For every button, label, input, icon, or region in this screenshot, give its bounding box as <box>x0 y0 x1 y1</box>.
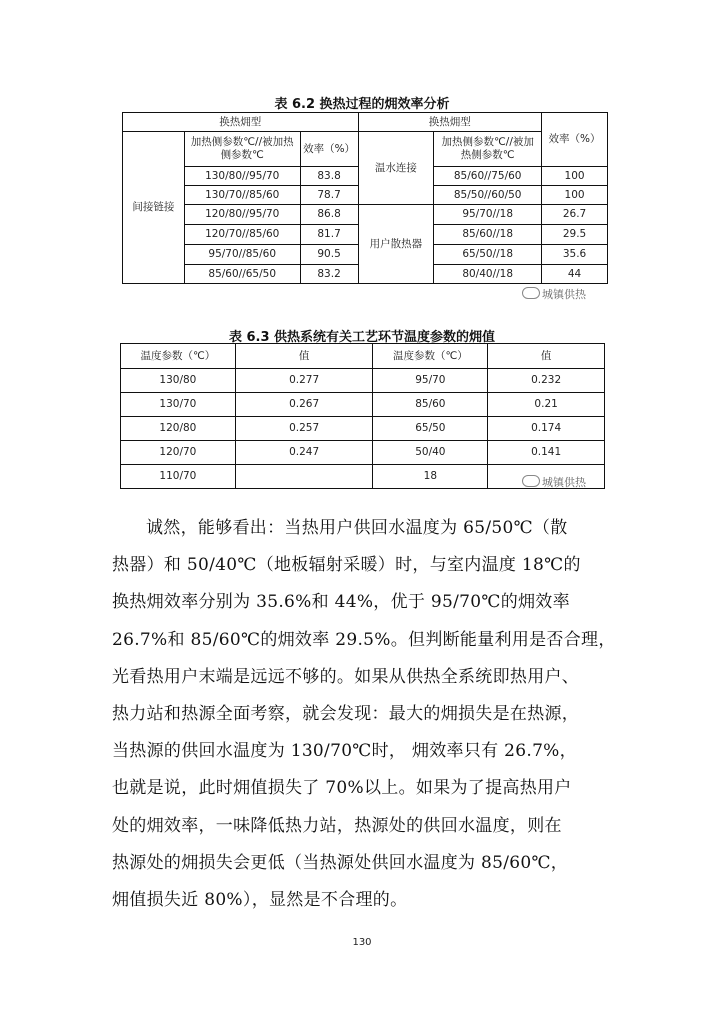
cell: 26.7 <box>542 205 608 225</box>
watermark <box>522 286 586 302</box>
cell: 29.5 <box>542 225 608 245</box>
paragraph-line: 处的㶲效率，一味降低热力站，热源处的供回水温度，则在 <box>112 815 562 836</box>
cell: 44 <box>542 265 608 284</box>
cell: 85/60 <box>373 393 488 417</box>
cell: 130/70//85/60 <box>184 186 300 205</box>
cell: 110/70 <box>121 465 236 489</box>
watermark <box>522 474 586 490</box>
cell: 90.5 <box>300 245 358 265</box>
cell: 65/50 <box>373 417 488 441</box>
paragraph-line: 热力站和热源全面考察，就会发现：最大的㶲损失是在热源， <box>112 704 580 725</box>
cell: 85/60//65/50 <box>184 265 300 284</box>
paragraph-line: 26.7%和 85/60℃的㶲效率 29.5%。但判断能量利用是否合理， <box>112 629 616 650</box>
table-row <box>121 417 605 441</box>
cell: 130/80//95/70 <box>184 167 300 186</box>
cell: 95/70//18 <box>434 205 542 225</box>
table-row <box>121 393 605 417</box>
cell: 65/50//18 <box>434 245 542 265</box>
cell: 85/60//75/60 <box>434 167 542 186</box>
header-param-right: 加热侧参数℃//被加热侧参数℃ <box>434 132 542 167</box>
wechat-logo-icon <box>522 287 540 299</box>
cell: 0.21 <box>488 393 605 417</box>
cell: 50/40 <box>373 441 488 465</box>
page-number: 130 <box>352 937 372 948</box>
cell: 120/70 <box>121 441 236 465</box>
cell: 86.8 <box>300 205 358 225</box>
table-header-row <box>121 344 605 369</box>
cell: 81.7 <box>300 225 358 245</box>
temperature-exergy-table <box>120 343 605 489</box>
cell: 120/80//95/70 <box>184 205 300 225</box>
cell: 78.7 <box>300 186 358 205</box>
header-type-left: 换热㶲型 <box>123 113 359 132</box>
cell: 130/80 <box>121 369 236 393</box>
table-header-row <box>123 113 608 132</box>
cell: 100 <box>542 167 608 186</box>
cell: 95/70//85/60 <box>184 245 300 265</box>
header-temp-param: 温度参数（℃） <box>373 344 488 369</box>
header-type-right: 换热㶲型 <box>358 113 542 132</box>
paragraph-line: 也就是说，此时㶲值损失了 70%以上。如果为了提高热用户 <box>112 778 572 799</box>
paragraph-line-text: 诚然，能够看出：当热用户供回水温度为 65/50℃（散 <box>146 518 568 538</box>
paragraph-line: 热源处的㶲损失会更低（当热源处供回水温度为 85/60℃， <box>112 852 569 873</box>
cell: 18 <box>373 465 488 489</box>
header-param-left: 加热侧参数℃//被加热侧参数℃ <box>184 132 300 167</box>
header-value: 值 <box>235 344 373 369</box>
cell: 0.232 <box>488 369 605 393</box>
header-temp-param: 温度参数（℃） <box>121 344 236 369</box>
table-header-row <box>123 132 608 167</box>
cell: 0.267 <box>235 393 373 417</box>
group-user-radiator: 用户散热器 <box>358 205 434 284</box>
watermark-text: 城镇供热 <box>542 288 586 301</box>
header-eff-right: 效率（%） <box>542 113 608 167</box>
group-indirect-connection: 间接链接 <box>123 132 185 284</box>
paragraph-line: 光看热用户末端是远远不够的。如果从供热全系统即热用户、 <box>112 666 580 687</box>
cell: 100 <box>542 186 608 205</box>
cell: 80/40//18 <box>434 265 542 284</box>
cell: 130/70 <box>121 393 236 417</box>
table-row <box>121 441 605 465</box>
cell: 0.277 <box>235 369 373 393</box>
paragraph-line: 当热源的供回水温度为 130/70℃时， 㶲效率只有 26.7%， <box>112 741 577 762</box>
table-6-3-caption: 表 6.3 供热系统有关工艺环节温度参数的㶲值 <box>228 330 496 345</box>
paragraph-line: 热器）和 50/40℃（地板辐射采暖）时，与室内温度 18℃的 <box>112 555 581 576</box>
cell: 0.257 <box>235 417 373 441</box>
cell: 85/60//18 <box>434 225 542 245</box>
table-row <box>121 369 605 393</box>
cell: 120/80 <box>121 417 236 441</box>
paragraph-line: 换热㶲效率分别为 35.6%和 44%，优于 95/70℃的㶲效率 <box>112 592 570 613</box>
wechat-logo-icon <box>522 475 540 487</box>
body-paragraph <box>112 510 622 919</box>
table-row <box>123 205 608 225</box>
header-eff-left: 效率（%） <box>300 132 358 167</box>
cell: 83.8 <box>300 167 358 186</box>
cell: 85/50//60/50 <box>434 186 542 205</box>
cell: 83.2 <box>300 265 358 284</box>
paragraph-line: 㶲值损失近 80%），显然是不合理的。 <box>112 890 408 911</box>
exergy-efficiency-table <box>122 112 608 284</box>
table-6-2-caption: 表 6.2 换热过程的㶲效率分析 <box>274 97 450 112</box>
cell: 95/70 <box>373 369 488 393</box>
paragraph-line <box>112 510 622 547</box>
cell: 120/70//85/60 <box>184 225 300 245</box>
cell <box>235 465 373 489</box>
header-value: 值 <box>488 344 605 369</box>
cell: 0.141 <box>488 441 605 465</box>
cell: 0.174 <box>488 417 605 441</box>
cell: 35.6 <box>542 245 608 265</box>
cell: 0.247 <box>235 441 373 465</box>
watermark-text: 城镇供热 <box>542 476 586 489</box>
group-warm-water-connection: 温水连接 <box>358 132 434 205</box>
